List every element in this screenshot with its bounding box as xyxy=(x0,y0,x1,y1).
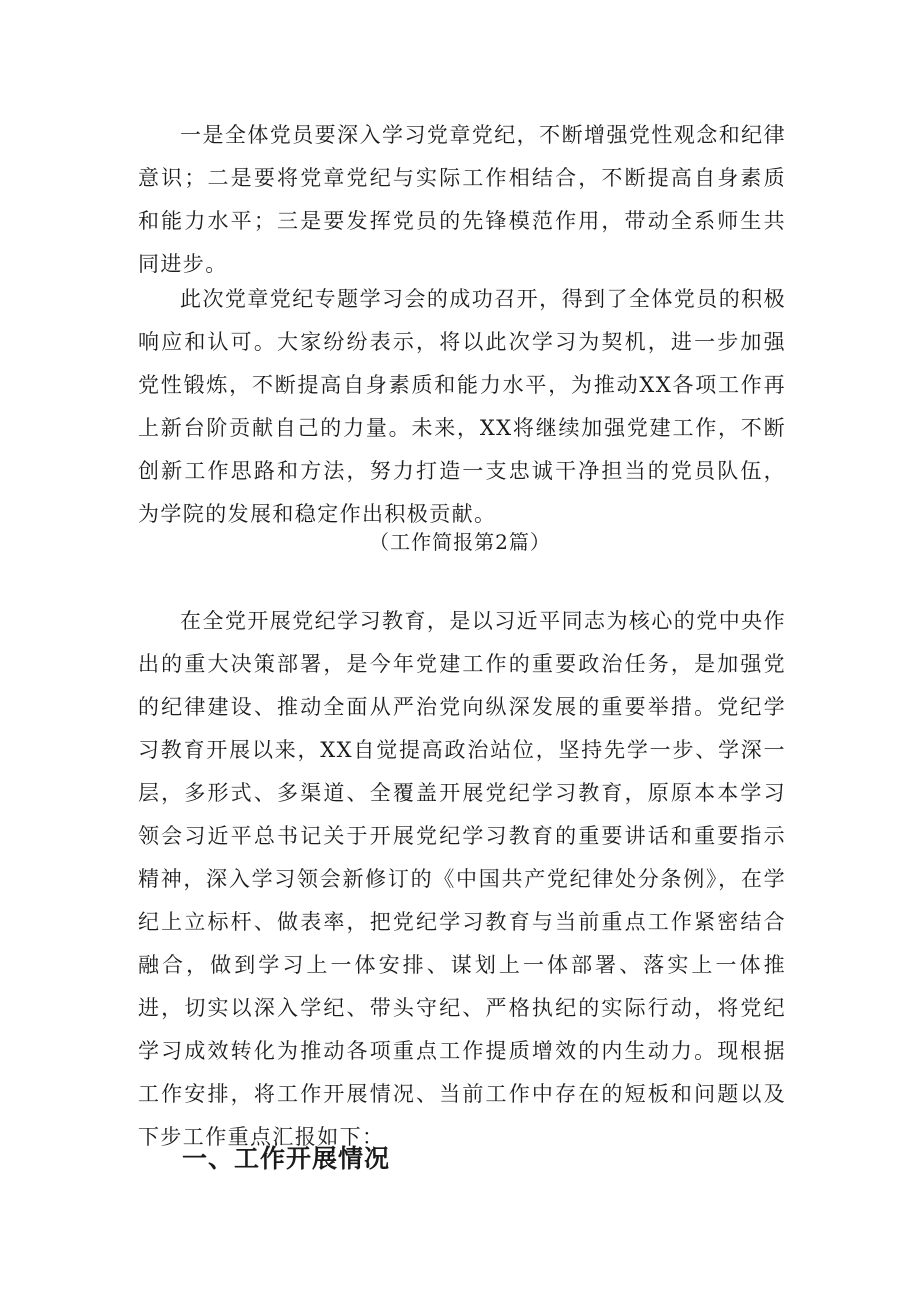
paragraph-3: 在全党开展党纪学习教育，是以习近平同志为核心的党中央作出的重大决策部署，是今年党建工作的重要政治任务，是加强党的纪律建设、推动全面从严治党向纵深发展的重要举措。党纪学习教育开展以来，XX自觉提高政治站位，坚持先学一步、学深一层，多形式、多渠道、全覆盖开展党纪学习教育，原原本本学习领会习近平总书记关于开展党纪学习教育的重要讲话和重要指示精神，深入学习领会新修订的《中国共产党纪律处分条例》，在学纪上立标杆、做表率，把党纪学习教育与当前重点工作紧密结合融合，做到学习上一体安排、谋划上一体部署、落实上一体推进，切实以深入学纪、带头守纪、严格执纪的实际行动，将党纪学习成效转化为推动各项重点工作提质增效的内生动力。现根据工作安排，将工作开展情况、当前工作中存在的短板和问题以及下步工作重点汇报如下： xyxy=(138,609,786,1149)
paragraph-2: 此次党章党纪专题学习会的成功召开，得到了全体党员的积极响应和认可。大家纷纷表示，将以此次学习为契机，进一步加强党性锻炼，不断提高自身素质和能力水平，为推动XX各项工作再上新台阶贡献自己的力量。未来，XX将继续加强党建工作，不断创新工作思路和方法，努力打造一支忠诚干净担当的党员队伍，为学院的发展和稳定作出积极贡献。 xyxy=(138,287,786,526)
section-heading: 一、工作开展情况 xyxy=(182,1144,391,1173)
paragraph-1: 一是全体党员要深入学习党章党纪，不断增强党性观念和纪律意识；二是要将党章党纪与实际工作相结合，不断提高自身素质和能力水平；三是要发挥党员的先锋模范作用，带动全系师生共同进步。 xyxy=(138,123,786,276)
section-title: （工作简报第2篇） xyxy=(369,530,551,554)
